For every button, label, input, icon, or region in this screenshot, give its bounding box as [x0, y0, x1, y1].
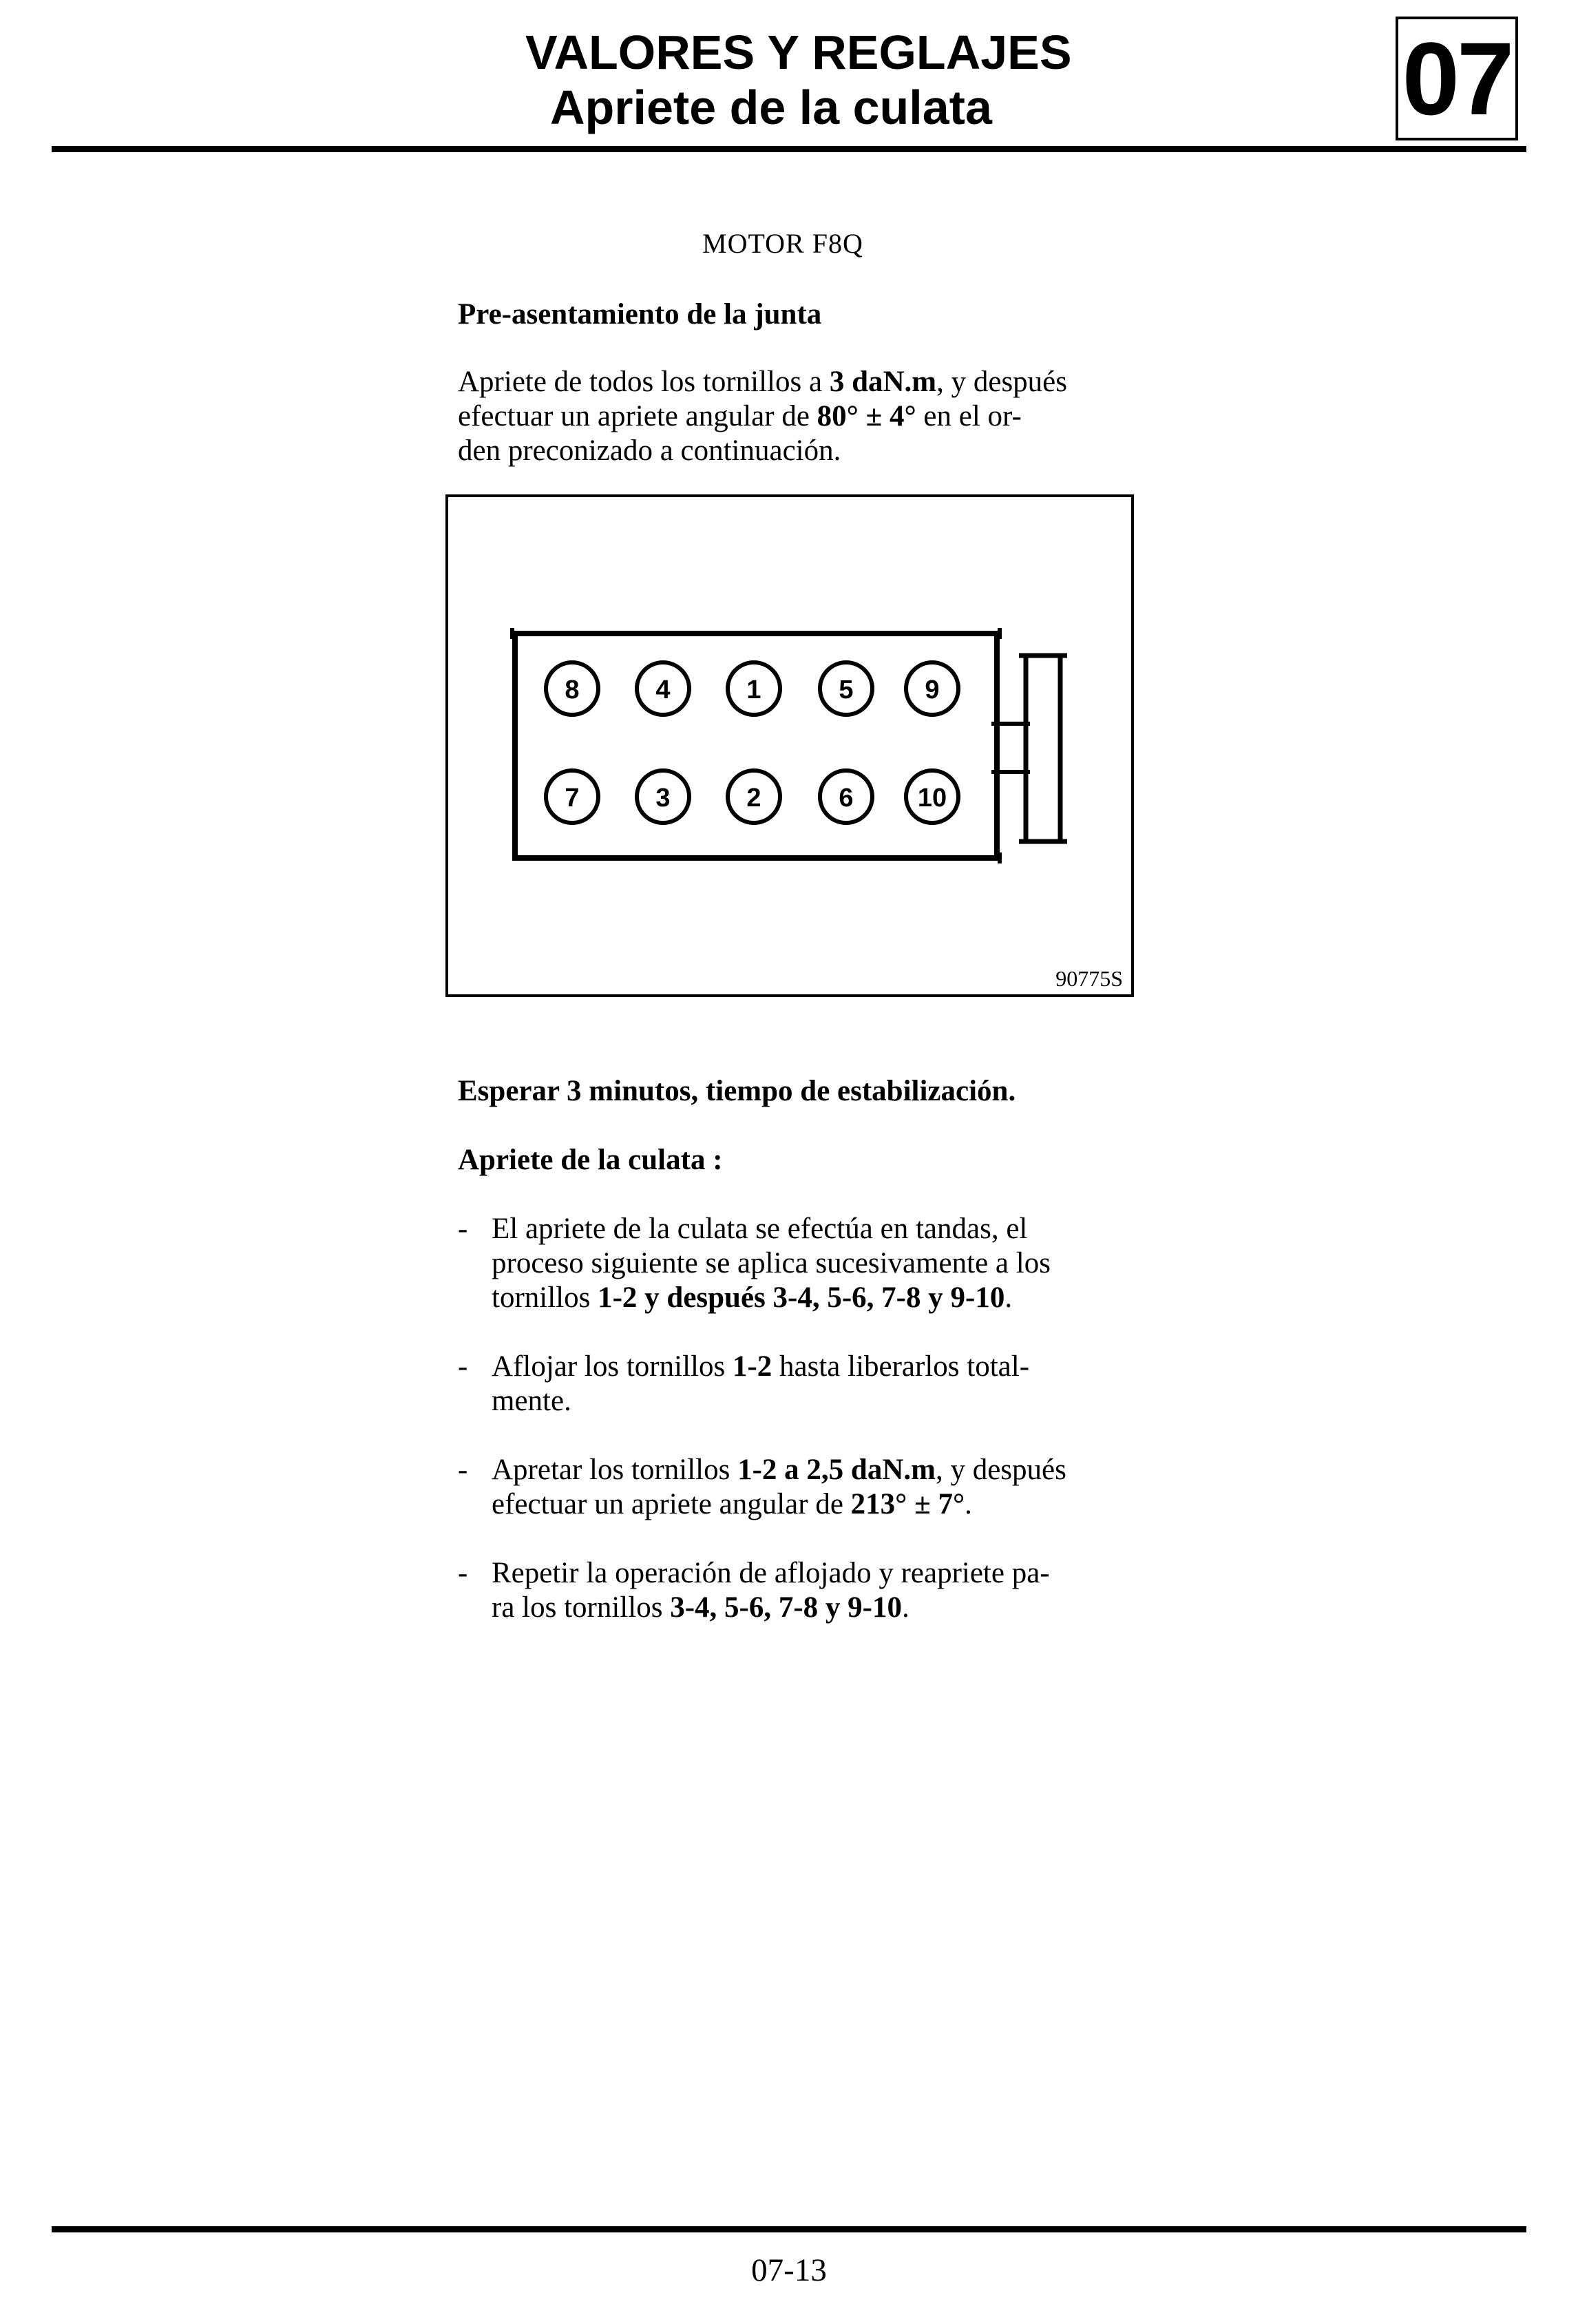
- list-item-text: [492, 1453, 1066, 1522]
- text-span: Apretar los tornillos: [492, 1454, 738, 1486]
- pre-seating-paragraph: [458, 365, 1067, 468]
- text-span: efectuar un apriete angular de: [492, 1488, 851, 1520]
- pre-line-3: den preconizado a continuación.: [458, 435, 841, 467]
- list-item-text: [492, 1350, 1029, 1419]
- text-span: , y después: [935, 1454, 1066, 1486]
- list-item-text: [492, 1556, 1050, 1625]
- bolt-number-label: 4: [655, 676, 671, 704]
- text-line: El apriete de la culata se efectúa en tandas, el: [492, 1213, 1028, 1245]
- list-dash: -: [458, 1213, 468, 1245]
- figure-reference: 90775S: [1055, 966, 1123, 991]
- page-subtitle: Apriete de la culata: [550, 81, 992, 134]
- engine-label: MOTOR F8Q: [702, 228, 863, 259]
- text-span: .: [965, 1488, 972, 1520]
- bolt-sequence: 3-4, 5-6, 7-8 y 9-10: [670, 1591, 902, 1624]
- list-dash: -: [458, 1350, 468, 1383]
- header-rule: [52, 146, 1526, 152]
- chapter-number: 07: [1396, 17, 1518, 140]
- bolt-number-label: 6: [839, 784, 854, 813]
- tightening-heading: Apriete de la culata :: [458, 1144, 723, 1176]
- text-span: .: [901, 1591, 909, 1624]
- text-line: mente.: [492, 1385, 571, 1417]
- text-line: Repetir la operación de aflojado y reapriete pa-: [492, 1557, 1050, 1589]
- pre-seating-heading: Pre-asentamiento de la junta: [458, 298, 822, 331]
- angle-value: 80° ± 4°: [817, 400, 916, 432]
- list-item-text: [492, 1212, 1051, 1315]
- page-title: VALORES Y REGLAJES: [525, 25, 1072, 79]
- footer-rule: [52, 2226, 1526, 2232]
- text-line: [492, 1350, 1029, 1384]
- bolt-number-label: 8: [565, 676, 580, 704]
- bolt-number-label: 5: [839, 676, 854, 704]
- text-span: en el or-: [916, 400, 1022, 432]
- bolt-order-diagram: [445, 494, 1134, 997]
- text-span: .: [1004, 1281, 1013, 1314]
- bolt-number-label: 2: [746, 784, 761, 813]
- list-dash: -: [458, 1557, 468, 1589]
- torque-value: 1-2 a 2,5 daN.m: [737, 1454, 936, 1486]
- angle-value: 213° ± 7°: [850, 1488, 965, 1520]
- torque-value: 3 daN.m: [829, 366, 937, 398]
- text-span: hasta liberarlos total-: [772, 1350, 1030, 1383]
- text-line: [492, 1281, 1051, 1315]
- text-span: , y después: [936, 366, 1067, 398]
- text-span: Aflojar los tornillos: [492, 1350, 733, 1383]
- text-line: [492, 1487, 1066, 1522]
- bolt-number-label: 9: [925, 676, 940, 704]
- bolt-number-label: 10: [917, 784, 947, 813]
- text-span: ra los tornillos: [492, 1591, 671, 1624]
- bolt-number-label: 7: [565, 784, 580, 813]
- list-dash: -: [458, 1454, 468, 1486]
- text-span: tornillos: [492, 1281, 598, 1314]
- bolt-group: [546, 662, 958, 823]
- bolt-number-label: 3: [655, 784, 671, 813]
- bolt-number-label: 1: [746, 676, 761, 704]
- pre-line-2: [458, 399, 1067, 434]
- text-line: [492, 1453, 1066, 1487]
- cylinder-head-drawing: [448, 497, 1137, 1000]
- text-span: Apriete de todos los tornillos a: [458, 366, 830, 398]
- bolt-sequence: 1-2: [732, 1350, 772, 1383]
- wait-instruction: Esperar 3 minutos, tiempo de estabilización.: [458, 1075, 1016, 1107]
- text-line: [492, 1591, 1050, 1625]
- page-number: 07-13: [751, 2252, 827, 2288]
- text-line: proceso siguiente se aplica sucesivamente a los: [492, 1247, 1051, 1279]
- pre-line-1: [458, 365, 1067, 399]
- text-span: efectuar un apriete angular de: [458, 400, 817, 432]
- bolt-sequence: 1-2 y después 3-4, 5-6, 7-8 y 9-10: [598, 1281, 1005, 1314]
